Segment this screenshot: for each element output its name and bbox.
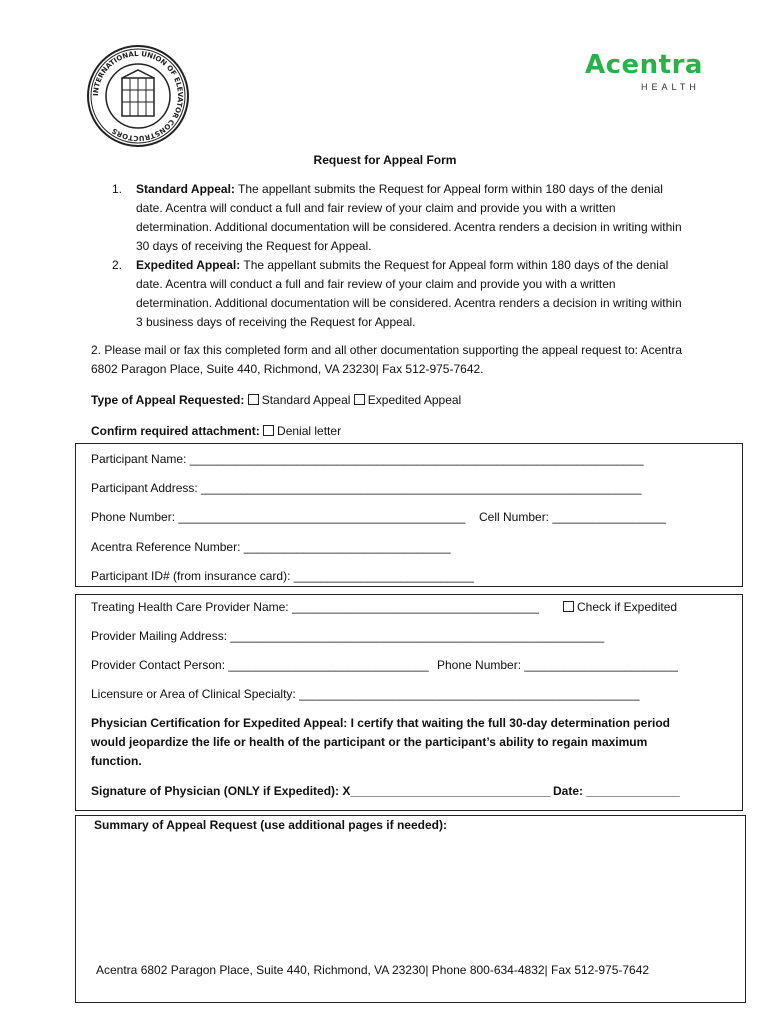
logo-wordmark: Acentra: [585, 50, 703, 80]
list-item: [112, 180, 682, 256]
list-label: Expedited Appeal:: [136, 258, 241, 272]
participant-id-field[interactable]: Participant ID# (from insurance card): ___________________________: [91, 569, 474, 583]
standard-appeal-option: Standard Appeal: [261, 393, 351, 407]
svg-text:INTERNATIONAL UNION OF ELEVATO: INTERNATIONAL UNION OF ELEVATOR CONSTRUCTORS: [91, 49, 185, 143]
list-item: [112, 256, 682, 332]
acentra-health-logo: [585, 52, 720, 96]
list-number: 2.: [112, 258, 123, 272]
phone-number-field[interactable]: Phone Number: ___________________________________________: [91, 510, 466, 524]
form-title: Request for Appeal Form: [313, 153, 457, 167]
summary-label: Summary of Appeal Request (use additional pages if needed):: [94, 818, 447, 832]
participant-name-field[interactable]: Participant Name: ____________________________________________________________________: [91, 452, 644, 466]
standard-appeal-checkbox[interactable]: [248, 394, 259, 405]
check-expedited-checkbox[interactable]: [563, 601, 574, 612]
expedited-appeal-checkbox[interactable]: [354, 394, 365, 405]
mail-instructions: 2. Please mail or fax this completed form and all other documentation supporting the appeal request to: Acentra 6802 Paragon Place, Suite 440, Richmond, VA 23230| Fax 512-975-7642.: [91, 343, 683, 376]
denial-letter-checkbox[interactable]: [263, 425, 274, 436]
type-of-appeal-row: [91, 393, 461, 407]
provider-phone-field[interactable]: Phone Number: _______________________: [437, 658, 678, 672]
denial-letter-option: Denial letter: [277, 424, 342, 438]
union-seal-logo: [86, 44, 190, 148]
acentra-reference-field[interactable]: Acentra Reference Number: _______________________________: [91, 540, 451, 554]
provider-contact-field[interactable]: Provider Contact Person: ______________________________: [91, 658, 429, 672]
appeal-types-list: [112, 180, 682, 332]
check-expedited-label: Check if Expedited: [577, 600, 678, 614]
participant-address-field[interactable]: Participant Address: __________________________________________________________________: [91, 481, 642, 495]
list-text: The appellant submits the Request for Appeal form within 180 days of the denial date. Acentra will conduct a full and fair review of your claim and provide you with a written determination. Additional documentation will be considered. Acentra renders a decision in writing within 30 days of receiving the Request for Appeal.: [136, 182, 682, 253]
physician-certification: Physician Certification for Expedited Appeal: I certify that waiting the full 30-day determination period would jeopardize the life or health of the participant or the participant’s ability to regain maximum function.: [91, 716, 670, 768]
provider-section: [75, 594, 743, 811]
licensure-field[interactable]: Licensure or Area of Clinical Specialty: ___________________________________________________: [91, 687, 640, 701]
list-text: The appellant submits the Request for Appeal form within 180 days of the denial date. Acentra will conduct a full and fair review of your claim and provide you with a written determination. Additional documentation will be considered. Acentra renders a decision in writing within 3 business days of receiving the Request for Appeal.: [136, 258, 682, 329]
date-field[interactable]: Date: ______________: [553, 784, 680, 798]
check-expedited-row: [563, 600, 677, 614]
physician-signature-field[interactable]: Signature of Physician (ONLY if Expedited): X______________________________: [91, 784, 551, 798]
footer-contact: Acentra 6802 Paragon Place, Suite 440, Richmond, VA 23230| Phone 800-634-4832| Fax 512-975-7642: [96, 963, 650, 977]
provider-mailing-field[interactable]: Provider Mailing Address: ________________________________________________________: [91, 629, 605, 643]
attachment-label: Confirm required attachment:: [91, 424, 260, 438]
provider-name-field[interactable]: Treating Health Care Provider Name: _____________________________________: [91, 600, 539, 614]
expedited-appeal-option: Expedited Appeal: [367, 393, 462, 407]
cell-number-field[interactable]: Cell Number: _________________: [479, 510, 666, 524]
attachment-row: [91, 424, 341, 438]
list-label: Standard Appeal:: [136, 182, 235, 196]
logo-subtitle: HEALTH: [641, 82, 700, 92]
type-of-appeal-label: Type of Appeal Requested:: [91, 393, 245, 407]
list-number: 1.: [112, 182, 123, 196]
